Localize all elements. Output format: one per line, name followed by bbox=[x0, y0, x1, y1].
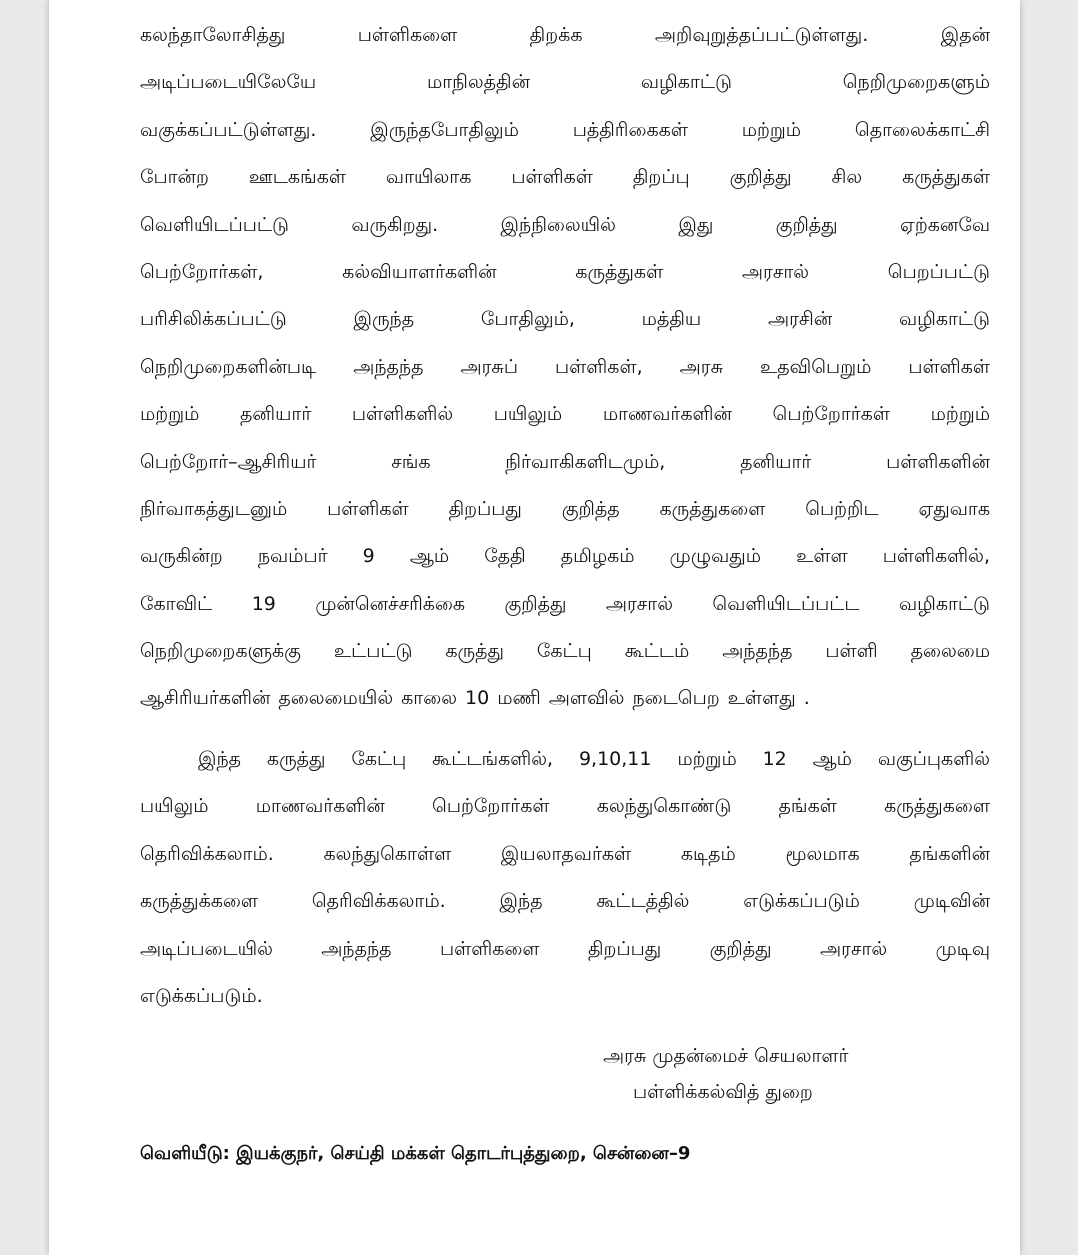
paragraph-line: எடுக்கப்படும். bbox=[140, 984, 263, 1007]
document-page bbox=[49, 0, 1020, 1255]
paragraph-line: கலந்தாலோசித்து பள்ளிகளை திறக்க அறிவுறுத்தப்பட்டுள்ளது. இதன் bbox=[140, 24, 990, 46]
paragraph-line: தெரிவிக்கலாம். கலந்துகொள்ள இயலாதவர்கள் கடிதம் மூலமாக தங்களின் bbox=[140, 842, 990, 865]
signature-block bbox=[589, 1038, 929, 1110]
paragraph-line: பரிசிலிக்கப்பட்டு இருந்த போதிலும், மத்திய அரசின் வழிகாட்டு bbox=[140, 308, 990, 331]
paragraph-line: அடிப்படையில் அந்தந்த பள்ளிகளை திறப்பது குறித்து அரசால் முடிவு bbox=[140, 937, 990, 960]
paragraph-line: அடிப்படையிலேயே மாநிலத்தின் வழிகாட்டு நெறிமுறைகளும் bbox=[140, 71, 990, 94]
paragraph-line: கோவிட் 19 முன்னெச்சரிக்கை குறித்து அரசால் வெளியிடப்பட்ட வழிகாட்டு bbox=[140, 592, 990, 615]
paragraph-line: வெளியிடப்பட்டு வருகிறது. இந்நிலையில் இது குறித்து ஏற்கனவே bbox=[140, 213, 990, 236]
paragraph-line: மற்றும் தனியார் பள்ளிகளில் பயிலும் மாணவர்களின் பெற்றோர்கள் மற்றும் bbox=[140, 403, 990, 426]
paragraph-line: ஆசிரியர்களின் தலைமையில் காலை 10 மணி அளவில் நடைபெற உள்ளது . bbox=[140, 687, 810, 710]
paragraph-line: நெறிமுறைகளுக்கு உட்பட்டு கருத்து கேட்பு கூட்டம் அந்தந்த பள்ளி தலைமை bbox=[140, 640, 990, 663]
paragraph-2 bbox=[140, 736, 990, 1020]
paragraph-line: நெறிமுறைகளின்படி அந்தந்த அரசுப் பள்ளிகள், அரசு உதவிபெறும் பள்ளிகள் bbox=[140, 355, 990, 378]
paragraph-1 bbox=[140, 12, 990, 723]
paragraph-line: கருத்துக்களை தெரிவிக்கலாம். இந்த கூட்டத்தில் எடுக்கப்படும் முடிவின் bbox=[140, 890, 990, 913]
release-note: வெளியீடு: இயக்குநர், செய்தி மக்கள் தொடர்புத்துறை, சென்னை–9 bbox=[140, 1143, 691, 1164]
paragraph-line: போன்ற ஊடகங்கள் வாயிலாக பள்ளிகள் திறப்பு குறித்து சில கருத்துகள் bbox=[140, 166, 990, 189]
paragraph-line: வருகின்ற நவம்பர் 9 ஆம் தேதி தமிழகம் முழுவதும் உள்ள பள்ளிகளில், bbox=[140, 545, 990, 568]
paragraph-line: பெற்றோர்–ஆசிரியர் சங்க நிர்வாகிகளிடமும், தனியார் பள்ளிகளின் bbox=[140, 450, 990, 473]
paragraph-line: பயிலும் மாணவர்களின் பெற்றோர்கள் கலந்துகொண்டு தங்கள் கருத்துகளை bbox=[140, 795, 990, 818]
paragraph-line: வகுக்கப்பட்டுள்ளது. இருந்தபோதிலும் பத்திரிகைகள் மற்றும் தொலைக்காட்சி bbox=[140, 118, 990, 141]
paragraph-line: நிர்வாகத்துடனும் பள்ளிகள் திறப்பது குறித்த கருத்துகளை பெற்றிட ஏதுவாக bbox=[140, 497, 990, 520]
paragraph-line: இந்த கருத்து கேட்பு கூட்டங்களில், 9,10,11 மற்றும் 12 ஆம் வகுப்புகளில் bbox=[198, 748, 990, 770]
signatory-department: பள்ளிக்கல்வித் துறை bbox=[633, 1081, 813, 1103]
paragraph-line: பெற்றோர்கள், கல்வியாளர்களின் கருத்துகள் அரசால் பெறப்பட்டு bbox=[140, 260, 990, 283]
signatory-designation: அரசு முதன்மைச் செயலாளர் bbox=[603, 1045, 849, 1067]
